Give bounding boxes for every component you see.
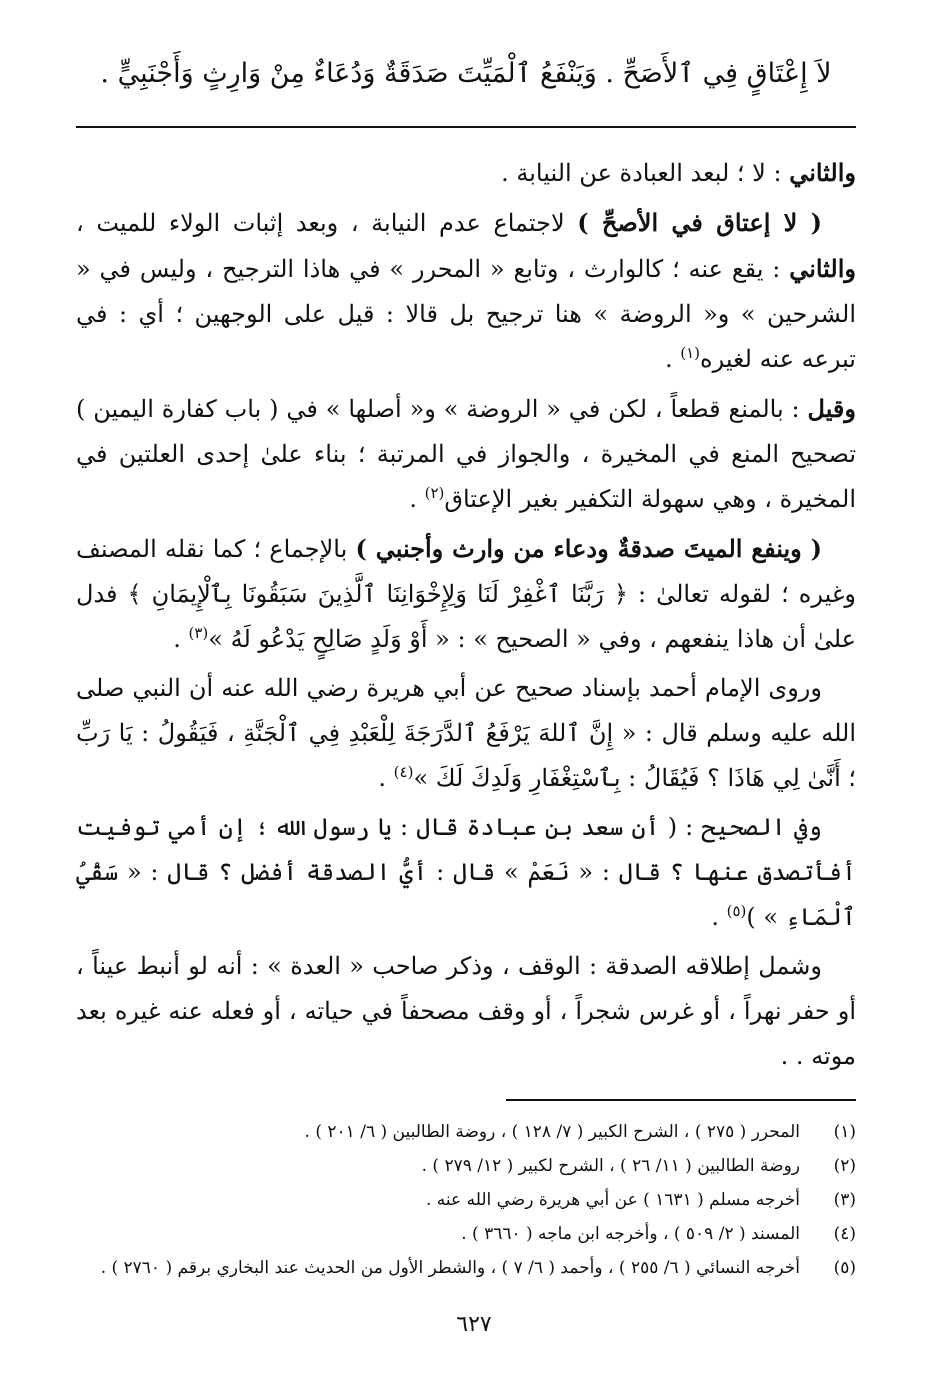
footnotes bbox=[76, 1115, 856, 1285]
footnote-2 bbox=[76, 1149, 856, 1183]
paragraph-3 bbox=[76, 386, 856, 522]
commentary-body bbox=[76, 150, 856, 1079]
paragraph-lead: ( لا إعتاق في الأصحِّ ) bbox=[577, 208, 823, 237]
paragraph-text: لاجتماع عدم النيابة ، وبعد إثبات الولاء للميت ، bbox=[76, 209, 578, 237]
footnote-number: (٢) bbox=[833, 1156, 856, 1176]
paragraph-lead: وقيل bbox=[807, 394, 856, 423]
paragraph-4 bbox=[76, 526, 856, 662]
footnote-text: أخرجه النسائي ( ٦/ ٢٥٥ ) ، وأحمد ( ٦/ ٧ ) ، والشطر الأول من الحديث عند البخاري برقم ( ٢٧٦٠ ) . bbox=[100, 1258, 800, 1278]
header-divider bbox=[76, 126, 856, 128]
paragraph-end: . bbox=[378, 764, 394, 792]
footnote-ref-5[interactable]: (٥) bbox=[726, 902, 747, 920]
paragraph-7 bbox=[76, 944, 856, 1079]
footnote-4 bbox=[76, 1217, 856, 1251]
footnote-number: (٣) bbox=[833, 1190, 856, 1210]
paragraph-text: : بالمنع قطعاً ، لكن في « الروضة » و« أصلها » في ( باب كفارة اليمين ) تصحيح المنع في المخيرة ، والجواز في المرتبة ؛ بناء علىٰ إحدى العلتين في المخيرة ، وهي سهولة التكفير بغير الإعتاق bbox=[76, 395, 857, 513]
matn-header: لاَ إِعْتَاقٍ فِي ٱلأَصَحِّ . وَيَنْفَعُ ٱلْمَيِّتَ صَدَقَةٌ وَدُعَاءٌ مِنْ وَارِثٍ وَأَجْنَبِيٍّ . bbox=[100, 58, 832, 89]
paragraph-text-continued: : يقع عنه ؛ كالوارث ، وتابع « المحرر » في هاذا الترجيح ، وليس في « الشرحين » و« الروضة » هنا ترجيح بل قالا : قيل على الوجهين ؛ أي : في تبرعه عنه لغيره bbox=[76, 255, 856, 373]
footnote-number: (٤) bbox=[833, 1224, 856, 1244]
paragraph-end: . bbox=[711, 903, 727, 931]
footnote-1 bbox=[76, 1115, 856, 1149]
footnote-text: أخرجه مسلم ( ١٦٣١ ) عن أبي هريرة رضي الله عنه . bbox=[425, 1190, 800, 1210]
paragraph-1 bbox=[76, 150, 856, 196]
footnote-number: (١) bbox=[833, 1122, 856, 1142]
paragraph-text: وفي الصحيح : ( أن سعد بن عبادة قال : يا رسول الله ؛ إن أمي توفيت أفأتصدق عنها ؟ قال : « نَعَمْ » قال : أيُّ الصدقة أفضل ؟ قال : « سَقْيُ ٱلْمَاءِ » ) bbox=[76, 813, 856, 931]
paragraph-end: . bbox=[664, 345, 681, 373]
paragraph-5 bbox=[76, 666, 856, 801]
paragraph-end: . bbox=[409, 485, 425, 513]
footnote-text: روضة الطالبين ( ١١/ ٢٦ ) ، الشرح لكبير ( ١٢/ ٢٧٩ ) . bbox=[421, 1156, 800, 1176]
footnote-text: المسند ( ٢/ ٥٠٩ ) ، وأخرجه ابن ماجه ( ٣٦٦٠ ) . bbox=[461, 1224, 800, 1244]
page-number: ٦٢٧ bbox=[456, 1312, 492, 1337]
footnote-ref-2[interactable]: (٢) bbox=[424, 484, 445, 502]
footnote-ref-1[interactable]: (١) bbox=[680, 344, 700, 362]
footnote-3 bbox=[76, 1183, 856, 1217]
footnote-ref-3[interactable]: (٣) bbox=[188, 624, 209, 642]
footnote-ref-4[interactable]: (٤) bbox=[393, 763, 414, 781]
paragraph-text: وروى الإمام أحمد بإسناد صحيح عن أبي هريرة رضي الله عنه أن النبي صلى الله عليه وسلم قال : « إِنَّ ٱللهَ يَرْفَعُ ٱلدَّرَجَةَ لِلْعَبْدِ فِي ٱلْجَنَّةِ ، فَيَقُولُ : يَا رَبِّ ؛ أَنَّىٰ لِي هَاذَا ؟ فَيُقَالُ : بِٱسْتِغْفَارِ وَلَدِكَ لَكَ » bbox=[76, 674, 856, 792]
paragraph-lead: والثاني bbox=[789, 158, 856, 187]
paragraph-text: : لا ؛ لبعد العبادة عن النيابة . bbox=[501, 159, 790, 187]
paragraph-lead-second: والثاني bbox=[789, 254, 856, 283]
footnote-number: (٥) bbox=[833, 1258, 856, 1278]
paragraph-2 bbox=[76, 200, 856, 382]
paragraph-end: . bbox=[173, 625, 189, 653]
footnote-5 bbox=[76, 1251, 856, 1285]
paragraph-text: وشمل إطلاقه الصدقة : الوقف ، وذكر صاحب « العدة » : أنه لو أنبط عيناً ، أو حفر نهراً ، أو غرس شجراً ، أو وقف مصحفاً في حياته ، أو فعله عنه غيره بعد موته . . bbox=[76, 952, 856, 1070]
paragraph-lead: ( وينفع الميتَ صدقةٌ ودعاء من وارث وأجنبي ) bbox=[355, 534, 822, 563]
paragraph-text: بالإجماع ؛ كما نقله المصنف وغيره ؛ لقوله تعالىٰ : ﴿ رَبَّنَا ٱغْفِرْ لَنَا وَلِإِخْوَانِنَا ٱلَّذِينَ سَبَقُونَا بِٱلْإِيمَانِ ﴾ فدل علىٰ أن هاذا ينفعهم ، وفي « الصحيح » : « أَوْ وَلَدٍ صَالِحٍ يَدْعُو لَهُ » bbox=[76, 535, 856, 653]
paragraph-6 bbox=[76, 805, 856, 940]
footnote-divider bbox=[506, 1099, 856, 1101]
footnote-text: المحرر ( ٢٧٥ ) ، الشرح الكبير ( ٧/ ١٢٨ ) ، روضة الطالبين ( ٦/ ٢٠١ ) . bbox=[304, 1122, 800, 1142]
